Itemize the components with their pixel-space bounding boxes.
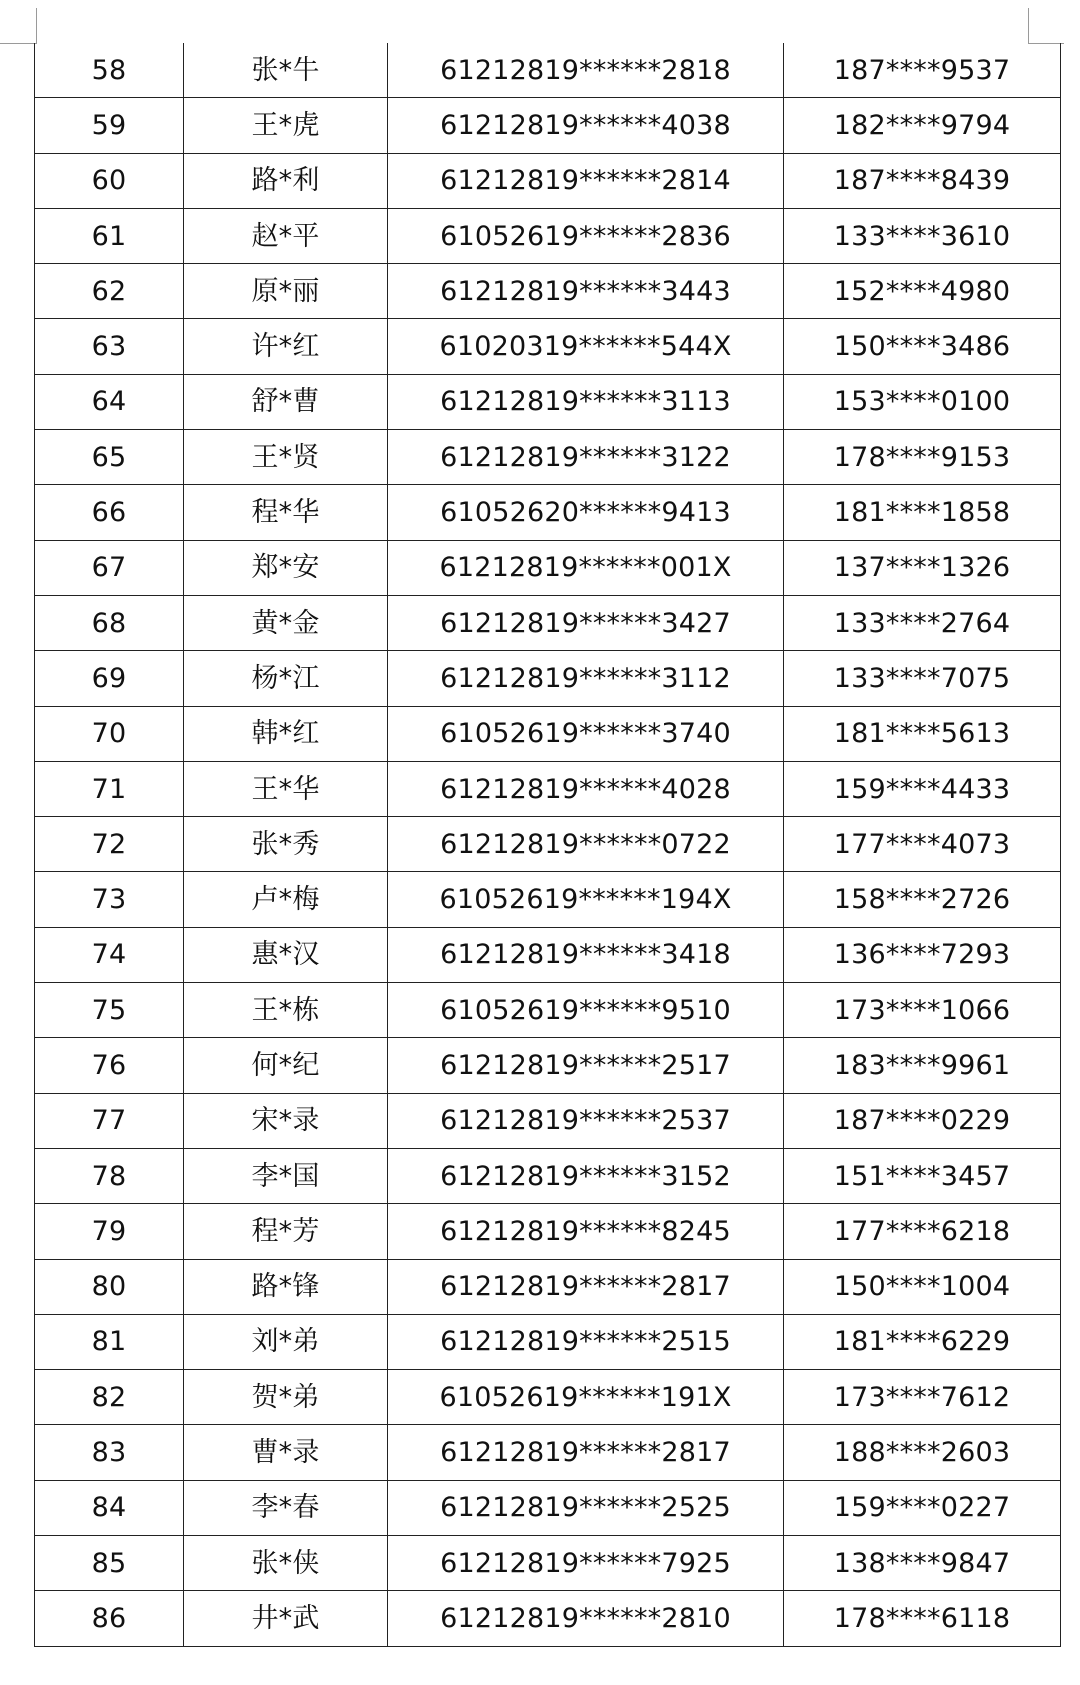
row-number-cell: 64 [35,374,184,429]
name-cell: 刘*弟 [184,1314,388,1369]
phone-cell: 158****2726 [784,872,1061,927]
row-number-cell: 70 [35,706,184,761]
row-number-cell: 67 [35,540,184,595]
phone-cell: 138****9847 [784,1536,1061,1591]
table-row [35,208,1061,263]
table-row [35,264,1061,319]
row-number-cell: 63 [35,319,184,374]
row-number-cell: 58 [35,43,184,98]
row-number-cell: 80 [35,1259,184,1314]
table-row [35,651,1061,706]
row-number-cell: 75 [35,983,184,1038]
phone-cell: 178****6118 [784,1591,1061,1646]
row-number-cell: 86 [35,1591,184,1646]
row-number-cell: 68 [35,595,184,650]
id-number-cell: 61212819******3443 [388,264,784,319]
id-number-cell: 61212819******3152 [388,1148,784,1203]
id-number-cell: 61212819******3113 [388,374,784,429]
phone-cell: 177****4073 [784,817,1061,872]
row-number-cell: 73 [35,872,184,927]
table-row [35,706,1061,761]
table-row [35,485,1061,540]
row-number-cell: 62 [35,264,184,319]
name-cell: 王*华 [184,761,388,816]
name-cell: 郑*安 [184,540,388,595]
table-row [35,872,1061,927]
table-row [35,1480,1061,1535]
id-number-cell: 61052619******9510 [388,983,784,1038]
table-row [35,374,1061,429]
row-number-cell: 59 [35,98,184,153]
row-number-cell: 71 [35,761,184,816]
crop-mark-top-left-vertical [36,8,37,44]
name-cell: 惠*汉 [184,927,388,982]
table-row [35,1259,1061,1314]
id-number-cell: 61212819******4038 [388,98,784,153]
name-cell: 贺*弟 [184,1370,388,1425]
phone-cell: 188****2603 [784,1425,1061,1480]
table-row [35,540,1061,595]
table-row [35,761,1061,816]
phone-cell: 173****7612 [784,1370,1061,1425]
name-cell: 路*利 [184,153,388,208]
phone-cell: 159****0227 [784,1480,1061,1535]
table-row [35,1038,1061,1093]
row-number-cell: 74 [35,927,184,982]
name-cell: 宋*录 [184,1093,388,1148]
table-row [35,1148,1061,1203]
name-cell: 路*锋 [184,1259,388,1314]
name-cell: 赵*平 [184,208,388,263]
id-number-cell: 61052619******194X [388,872,784,927]
table-row [35,1093,1061,1148]
name-cell: 程*华 [184,485,388,540]
table-row [35,1591,1061,1646]
phone-cell: 178****9153 [784,430,1061,485]
name-cell: 李*春 [184,1480,388,1535]
phone-cell: 181****5613 [784,706,1061,761]
row-number-cell: 85 [35,1536,184,1591]
id-number-cell: 61020319******544X [388,319,784,374]
row-number-cell: 84 [35,1480,184,1535]
id-number-cell: 61052619******2836 [388,208,784,263]
row-number-cell: 72 [35,817,184,872]
row-number-cell: 60 [35,153,184,208]
table-row [35,153,1061,208]
table-row [35,1536,1061,1591]
phone-cell: 136****7293 [784,927,1061,982]
table-row [35,430,1061,485]
id-number-cell: 61212819******2810 [388,1591,784,1646]
id-number-cell: 61212819******2537 [388,1093,784,1148]
row-number-cell: 78 [35,1148,184,1203]
phone-cell: 187****8439 [784,153,1061,208]
id-number-cell: 61212819******2525 [388,1480,784,1535]
name-cell: 何*纪 [184,1038,388,1093]
name-cell: 黄*金 [184,595,388,650]
id-number-cell: 61212819******0722 [388,817,784,872]
name-cell: 张*侠 [184,1536,388,1591]
name-cell: 王*虎 [184,98,388,153]
id-number-cell: 61212819******2517 [388,1038,784,1093]
row-number-cell: 69 [35,651,184,706]
phone-cell: 153****0100 [784,374,1061,429]
name-cell: 舒*曹 [184,374,388,429]
row-number-cell: 65 [35,430,184,485]
name-cell: 许*红 [184,319,388,374]
id-number-cell: 61052619******3740 [388,706,784,761]
row-number-cell: 82 [35,1370,184,1425]
table-row [35,98,1061,153]
id-number-cell: 61052620******9413 [388,485,784,540]
name-cell: 卢*梅 [184,872,388,927]
id-number-cell: 61212819******3112 [388,651,784,706]
phone-cell: 137****1326 [784,540,1061,595]
crop-mark-top-right-vertical [1028,8,1029,44]
row-number-cell: 77 [35,1093,184,1148]
table-row [35,43,1061,98]
phone-cell: 151****3457 [784,1148,1061,1203]
table-row [35,319,1061,374]
table-row [35,1204,1061,1259]
id-number-cell: 61212819******2817 [388,1259,784,1314]
records-table-body [35,43,1061,1646]
name-cell: 井*武 [184,1591,388,1646]
phone-cell: 173****1066 [784,983,1061,1038]
table-row [35,595,1061,650]
phone-cell: 181****1858 [784,485,1061,540]
id-number-cell: 61212819******7925 [388,1536,784,1591]
id-number-cell: 61212819******3418 [388,927,784,982]
name-cell: 杨*江 [184,651,388,706]
table-row [35,983,1061,1038]
row-number-cell: 81 [35,1314,184,1369]
id-number-cell: 61212819******3122 [388,430,784,485]
name-cell: 王*栋 [184,983,388,1038]
phone-cell: 133****3610 [784,208,1061,263]
table-row [35,1370,1061,1425]
name-cell: 韩*红 [184,706,388,761]
row-number-cell: 83 [35,1425,184,1480]
id-number-cell: 61212819******2814 [388,153,784,208]
id-number-cell: 61052619******191X [388,1370,784,1425]
phone-cell: 182****9794 [784,98,1061,153]
name-cell: 曹*录 [184,1425,388,1480]
phone-cell: 177****6218 [784,1204,1061,1259]
phone-cell: 183****9961 [784,1038,1061,1093]
id-number-cell: 61212819******2515 [388,1314,784,1369]
table-row [35,1314,1061,1369]
id-number-cell: 61212819******8245 [388,1204,784,1259]
name-cell: 李*国 [184,1148,388,1203]
phone-cell: 181****6229 [784,1314,1061,1369]
crop-mark-top-left-horizontal [0,43,36,44]
row-number-cell: 76 [35,1038,184,1093]
phone-cell: 133****7075 [784,651,1061,706]
phone-cell: 150****1004 [784,1259,1061,1314]
phone-cell: 187****9537 [784,43,1061,98]
table-row [35,817,1061,872]
table-row [35,927,1061,982]
name-cell: 张*秀 [184,817,388,872]
name-cell: 程*芳 [184,1204,388,1259]
name-cell: 原*丽 [184,264,388,319]
phone-cell: 152****4980 [784,264,1061,319]
id-number-cell: 61212819******4028 [388,761,784,816]
table-row [35,1425,1061,1480]
phone-cell: 187****0229 [784,1093,1061,1148]
name-cell: 张*牛 [184,43,388,98]
row-number-cell: 66 [35,485,184,540]
phone-cell: 133****2764 [784,595,1061,650]
records-table [34,43,1061,1647]
row-number-cell: 61 [35,208,184,263]
name-cell: 王*贤 [184,430,388,485]
id-number-cell: 61212819******001X [388,540,784,595]
id-number-cell: 61212819******2817 [388,1425,784,1480]
row-number-cell: 79 [35,1204,184,1259]
id-number-cell: 61212819******2818 [388,43,784,98]
phone-cell: 150****3486 [784,319,1061,374]
id-number-cell: 61212819******3427 [388,595,784,650]
phone-cell: 159****4433 [784,761,1061,816]
